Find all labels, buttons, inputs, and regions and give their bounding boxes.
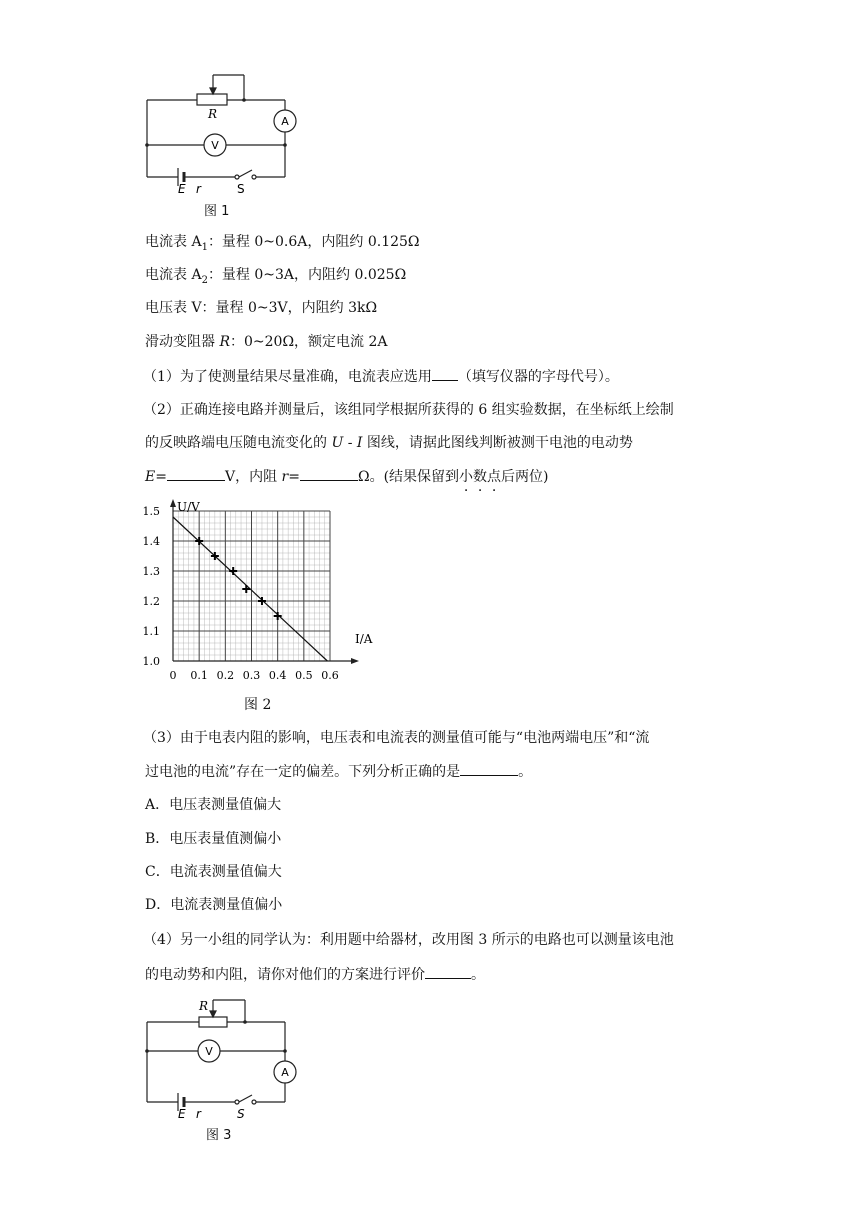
- y-tick-label: 1.5: [142, 505, 160, 518]
- label-A: A: [281, 1066, 289, 1079]
- label-E: E: [178, 1107, 186, 1121]
- label-r: r: [196, 1107, 201, 1121]
- data-point: [274, 612, 282, 620]
- label-r: r: [196, 182, 201, 196]
- option-b[interactable]: B．电压表量值测偏小: [145, 831, 282, 847]
- instrument-a1: 电流表 $A_1$：量程 0~0.6A，内阻约 0.125Ω: [145, 234, 420, 253]
- y-tick-label: 1.2: [142, 595, 160, 608]
- label-A: A: [281, 115, 289, 128]
- question-2-line1: （2）正确连接电路并测量后，该组同学根据所获得的 6 组实验数据，在坐标纸上绘制: [143, 402, 674, 418]
- u-i-chart: [135, 495, 385, 690]
- y-axis-label: U/V: [177, 500, 200, 514]
- question-1: （1）为了使测量结果尽量准确，电流表应选用 （填写仪器的字母代号）。: [143, 366, 619, 387]
- figure-3-caption: 图 3: [206, 1128, 232, 1143]
- circuit-figure-1: [140, 68, 310, 218]
- question-3-line1: （3）由于电表内阻的影响，电压表和电流表的测量值可能与“电池两端电压”和“流: [143, 730, 650, 746]
- y-tick-label: 1.0: [142, 655, 160, 668]
- label-S: S: [237, 182, 245, 196]
- answer-blank[interactable]: [432, 366, 458, 381]
- question-2-line2: 的反映路端电压随电流变化的 U - I 图线，请据此图线判断被测干电池的电动势: [145, 435, 633, 451]
- y-tick-label: 1.3: [142, 565, 160, 578]
- instrument-a2: 电流表 $A_2$：量程 0~3A，内阻约 0.025Ω: [145, 267, 407, 286]
- rheostat-symbol: [197, 94, 227, 105]
- answer-blank[interactable]: [425, 964, 471, 979]
- figure-1-caption: 图 1: [204, 204, 230, 219]
- label-V: V: [205, 1045, 213, 1058]
- label-R: R: [208, 107, 218, 121]
- x-tick-label: 0.6: [321, 669, 339, 682]
- question-3-line2: 过电池的电流”存在一定的偏差。下列分析正确的是 。: [145, 761, 532, 782]
- x-tick-label: 0.5: [295, 669, 313, 682]
- rheostat-symbol: [199, 1017, 227, 1027]
- question-4-line1: （4）另一小组的同学认为：利用题中给器材，改用图 3 所示的电路也可以测量该电池: [143, 932, 674, 948]
- figure-2-caption: 图 2: [244, 697, 272, 713]
- y-tick-label: 1.1: [142, 625, 160, 638]
- label-R: R: [199, 999, 209, 1013]
- label-E: E: [178, 182, 186, 196]
- option-c[interactable]: C．电流表测量值偏大: [145, 864, 282, 880]
- x-tick-label: 0.3: [242, 669, 261, 682]
- instrument-v: 电压表 V：量程 0~3V，内阻约 3kΩ: [145, 300, 378, 316]
- label-S: S: [237, 1107, 245, 1121]
- data-point: [242, 585, 250, 593]
- x-tick-label: 0: [169, 669, 177, 682]
- answer-blank[interactable]: [460, 761, 518, 776]
- option-d[interactable]: D．电流表测量值偏小: [145, 897, 283, 913]
- y-tick-label: 1.4: [142, 535, 160, 548]
- x-tick-label: 0.4: [268, 669, 287, 682]
- emf-answer-blank[interactable]: [167, 466, 225, 481]
- resistance-answer-blank[interactable]: [300, 466, 358, 481]
- label-V: V: [211, 139, 219, 152]
- question-4-line2: 的电动势和内阻，请你对他们的方案进行评价 。: [145, 964, 485, 985]
- data-point: [258, 597, 266, 605]
- option-a[interactable]: A．电压表测量值偏大: [145, 797, 282, 813]
- circuit-figure-3: [140, 992, 310, 1142]
- x-tick-label: 0.1: [190, 669, 208, 682]
- x-tick-label: 0.2: [216, 669, 235, 682]
- question-2-line3: E= V，内阻 r= Ω。(结果保留到小数点后两位): [145, 466, 549, 487]
- instrument-r: 滑动变阻器 R：0~20Ω，额定电流 2A: [145, 334, 388, 350]
- x-axis-label: I/A: [355, 632, 373, 646]
